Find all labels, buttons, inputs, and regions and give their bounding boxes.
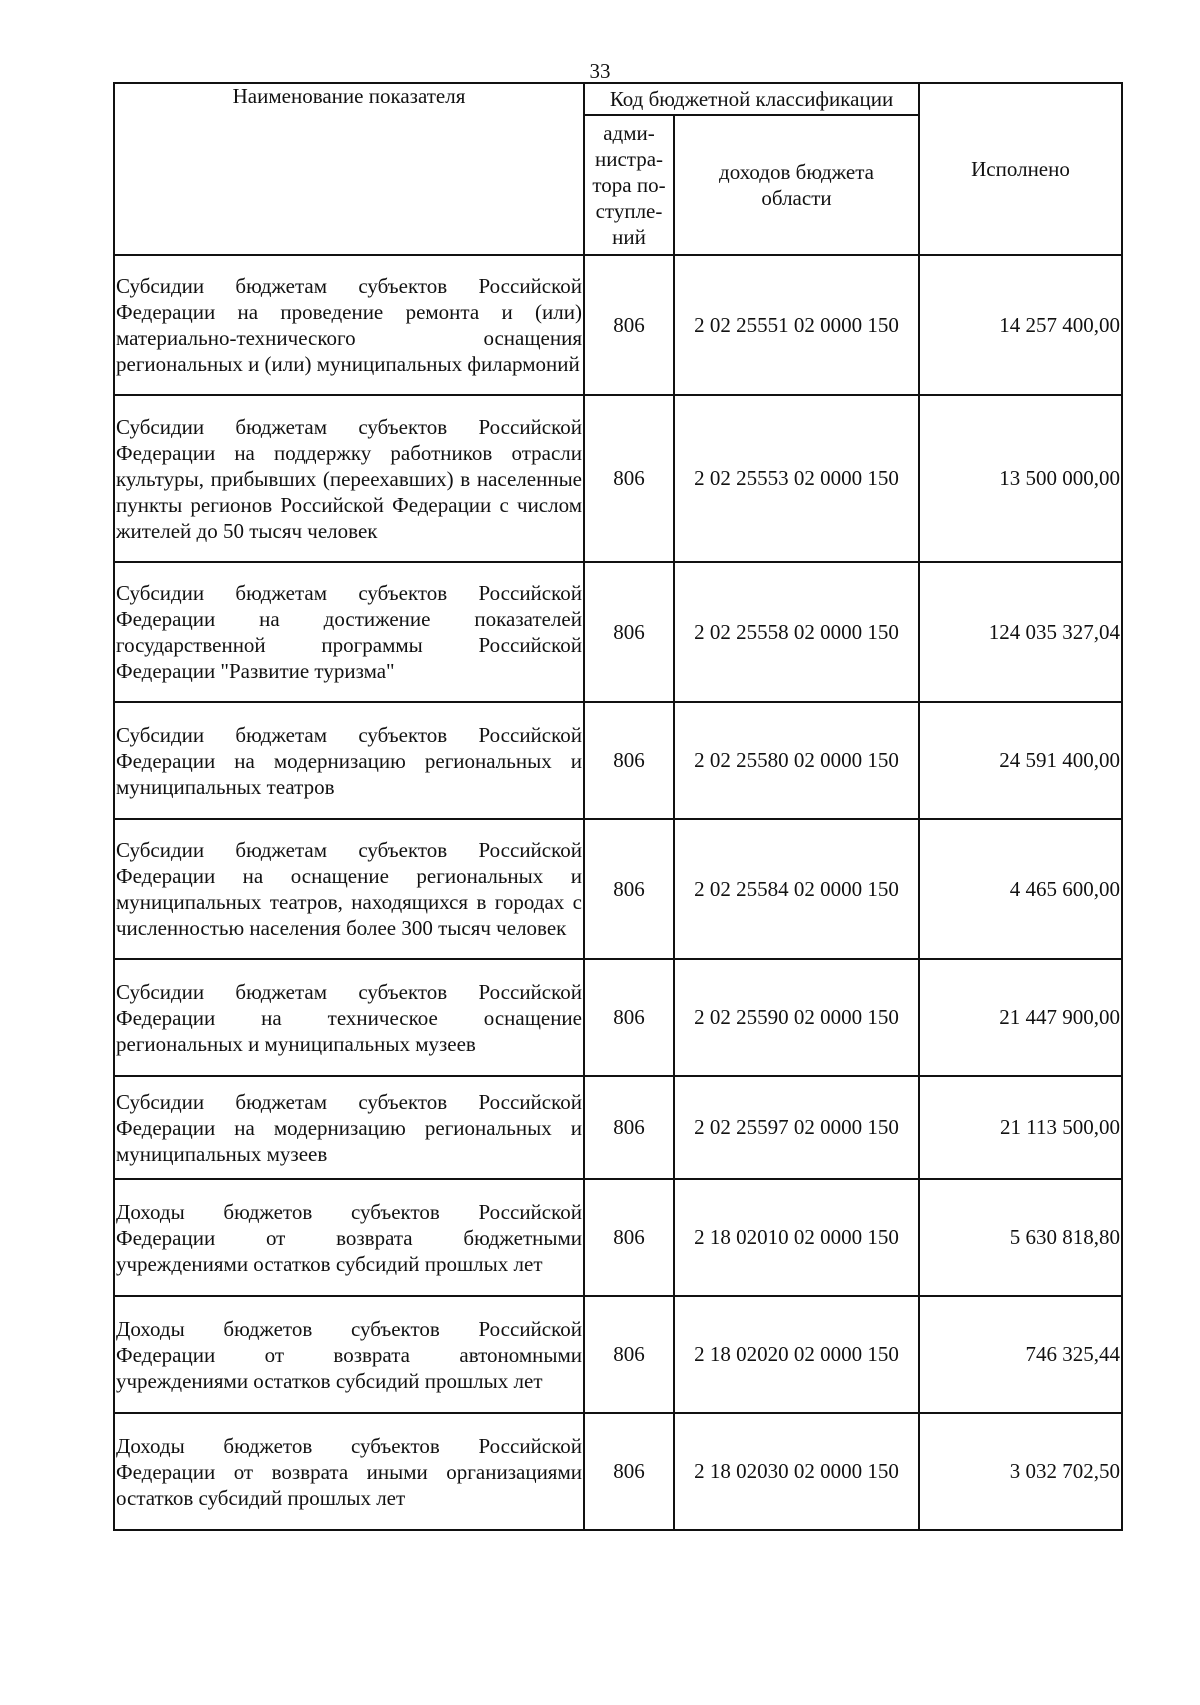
income-code-cell: 2 02 25553 02 0000 150: [674, 395, 919, 562]
budget-table: [113, 82, 1123, 1531]
executed-amount-cell: 24 591 400,00: [919, 702, 1122, 819]
header-name: Наименование показателя: [114, 83, 584, 255]
indicator-name-cell: Доходы бюджетов субъектов Российской Федерации от возврата бюджетными учреждениями остатков субсидий прошлых лет: [114, 1179, 584, 1296]
header-executed: Исполнено: [919, 83, 1122, 255]
admin-code-cell: 806: [584, 1413, 674, 1530]
indicator-name-cell: Субсидии бюджетам субъектов Российской Федерации на оснащение региональных и муниципальных театров, находящихся в городах с численностью населения более 300 тысяч человек: [114, 819, 584, 959]
indicator-name-cell: Субсидии бюджетам субъектов Российской Федерации на достижение показателей государственной программы Российской Федерации "Развитие туризма": [114, 562, 584, 702]
indicator-name-cell: Субсидии бюджетам субъектов Российской Федерации на техническое оснащение региональных и муниципальных музеев: [114, 959, 584, 1076]
income-code-cell: 2 02 25590 02 0000 150: [674, 959, 919, 1076]
executed-amount-cell: 21 113 500,00: [919, 1076, 1122, 1179]
table-row: [114, 395, 1122, 562]
header-admin: адми- нистра- тора по- ступле- ний: [584, 115, 674, 255]
income-code-cell: 2 18 02010 02 0000 150: [674, 1179, 919, 1296]
executed-amount-cell: 13 500 000,00: [919, 395, 1122, 562]
income-code-cell: 2 02 25584 02 0000 150: [674, 819, 919, 959]
table-row: [114, 1413, 1122, 1530]
table-row: [114, 1076, 1122, 1179]
executed-amount-cell: 124 035 327,04: [919, 562, 1122, 702]
table-row: [114, 819, 1122, 959]
indicator-name-cell: Субсидии бюджетам субъектов Российской Федерации на поддержку работников отрасли культуры, прибывших (переехавших) в населенные пункты регионов Российской Федерации с числом жителей до 50 тысяч человек: [114, 395, 584, 562]
page-number: 33: [589, 59, 611, 83]
table-row: [114, 959, 1122, 1076]
income-code-cell: 2 18 02020 02 0000 150: [674, 1296, 919, 1413]
executed-amount-cell: 3 032 702,50: [919, 1413, 1122, 1530]
table-row: [114, 562, 1122, 702]
admin-code-cell: 806: [584, 395, 674, 562]
admin-code-cell: 806: [584, 1076, 674, 1179]
admin-code-cell: 806: [584, 819, 674, 959]
executed-amount-cell: 4 465 600,00: [919, 819, 1122, 959]
indicator-name-cell: Субсидии бюджетам субъектов Российской Федерации на модернизацию региональных и муниципальных театров: [114, 702, 584, 819]
income-code-cell: 2 02 25558 02 0000 150: [674, 562, 919, 702]
table-row: [114, 1296, 1122, 1413]
admin-code-cell: 806: [584, 562, 674, 702]
indicator-name-cell: Доходы бюджетов субъектов Российской Федерации от возврата иными организациями остатков субсидий прошлых лет: [114, 1413, 584, 1530]
income-code-cell: 2 02 25597 02 0000 150: [674, 1076, 919, 1179]
indicator-name-cell: Субсидии бюджетам субъектов Российской Федерации на проведение ремонта и (или) материально-технического оснащения региональных и (или) муниципальных филармоний: [114, 255, 584, 395]
admin-code-cell: 806: [584, 702, 674, 819]
header-income: доходов бюджета области: [674, 115, 919, 255]
admin-code-cell: 806: [584, 1296, 674, 1413]
indicator-name-cell: Доходы бюджетов субъектов Российской Федерации от возврата автономными учреждениями остатков субсидий прошлых лет: [114, 1296, 584, 1413]
indicator-name-cell: Субсидии бюджетам субъектов Российской Федерации на модернизацию региональных и муниципальных музеев: [114, 1076, 584, 1179]
table-row: [114, 1179, 1122, 1296]
table-row: [114, 702, 1122, 819]
executed-amount-cell: 21 447 900,00: [919, 959, 1122, 1076]
table-row: [114, 255, 1122, 395]
admin-code-cell: 806: [584, 959, 674, 1076]
executed-amount-cell: 5 630 818,80: [919, 1179, 1122, 1296]
admin-code-cell: 806: [584, 1179, 674, 1296]
income-code-cell: 2 02 25580 02 0000 150: [674, 702, 919, 819]
income-code-cell: 2 02 25551 02 0000 150: [674, 255, 919, 395]
header-code-group: Код бюджетной классификации: [584, 83, 919, 115]
income-code-cell: 2 18 02030 02 0000 150: [674, 1413, 919, 1530]
admin-code-cell: 806: [584, 255, 674, 395]
table-header-row: [114, 83, 1122, 115]
executed-amount-cell: 746 325,44: [919, 1296, 1122, 1413]
executed-amount-cell: 14 257 400,00: [919, 255, 1122, 395]
